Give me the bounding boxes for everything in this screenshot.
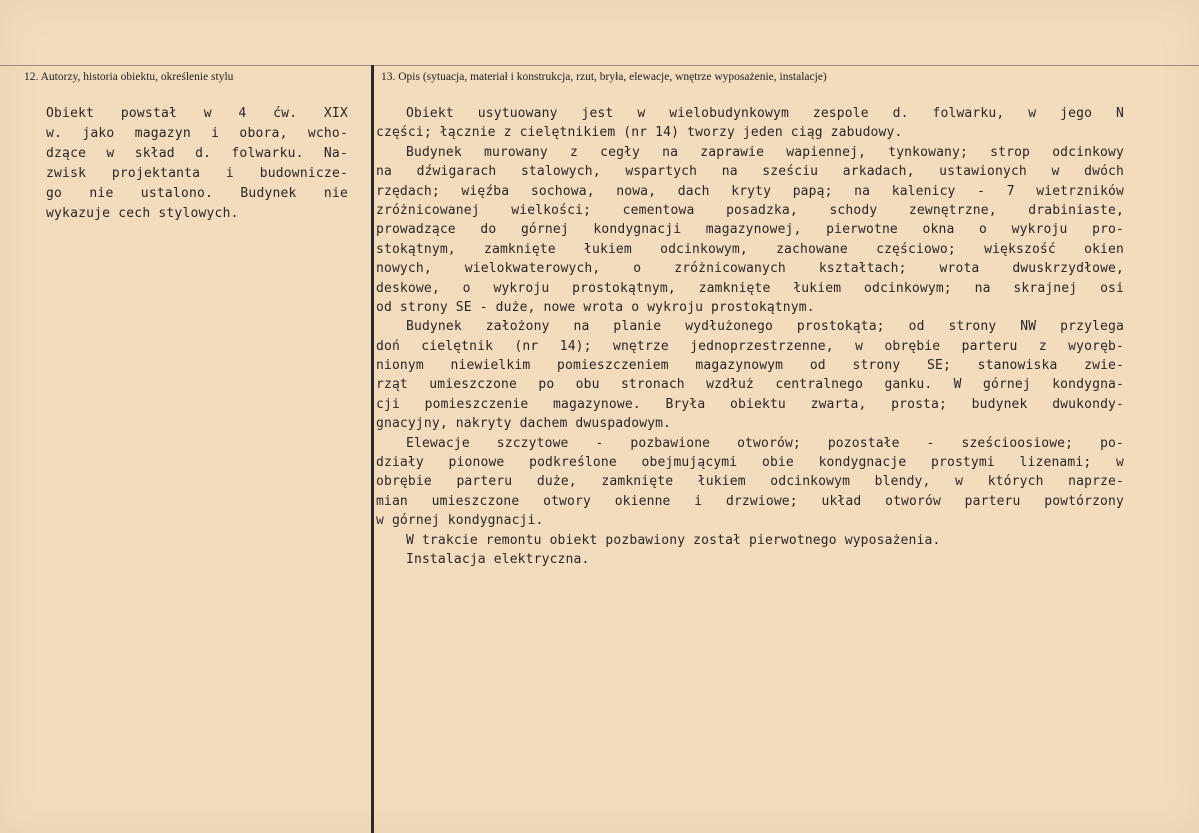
text-line: zwisk projektanta i budownicze- bbox=[46, 166, 348, 181]
text-line: dzące w skład d. folwarku. Na- bbox=[46, 146, 348, 161]
text-line: doń cielętnik (nr 14); wnętrze jednoprzestrzenne, w obrębie parteru z wyoręb- bbox=[376, 338, 1124, 354]
text-line: cji pomieszczenie magazynowe. Bryła obiektu zwarta, prosta; budynek dwukondy- bbox=[376, 396, 1124, 412]
text-line: Budynek murowany z cegły na zaprawie wapiennej, tynkowany; strop odcinkowy bbox=[406, 144, 1124, 160]
text-line: części; łącznie z cielętnikiem (nr 14) tworzy jeden ciąg zabudowy. bbox=[376, 125, 903, 141]
text-line: na dźwigarach stalowych, wspartych na sześciu arkadach, ustawionych w dwóch bbox=[376, 164, 1124, 180]
text-line: w. jako magazyn i obora, wcho- bbox=[46, 126, 348, 141]
text-line: Obiekt powstał w 4 ćw. XIX bbox=[46, 106, 348, 121]
text-line: go nie ustalono. Budynek nie bbox=[46, 186, 348, 201]
text-line: rząt umieszczone po obu stronach wzdłuż centralnego ganku. W górnej kondygna- bbox=[376, 377, 1124, 393]
column-divider bbox=[371, 65, 374, 833]
text-line: mian umieszczone otwory okienne i drzwiowe; układ otworów parteru powtórzony bbox=[376, 493, 1124, 509]
text-line: nionym niewielkim pomieszczeniem magazynowym od strony SE; stanowiska zwie- bbox=[376, 358, 1124, 374]
text-line: prowadzące do górnej kondygnacji magazynowej, pierwotne okna o wykroju pro- bbox=[376, 222, 1124, 238]
text-line: nowych, wielokwaterowych, o zróżnicowanych kształtach; wrota dwuskrzydłowe, bbox=[376, 261, 1124, 277]
text-line: Instalacja elektryczna. bbox=[406, 551, 590, 567]
section-13-heading: 13. Opis (sytuacja, materiał i konstrukcja, rzut, bryła, elewacje, wnętrze wyposażenie, instalacje) bbox=[381, 71, 827, 83]
text-line: Elewacje szczytowe - pozbawione otworów; pozostałe - sześcioosiowe; po- bbox=[406, 435, 1124, 451]
text-line: stokątnym, zamknięte łukiem odcinkowym, zachowane częściowo; większość okien bbox=[376, 241, 1124, 257]
text-line: wykazuje cech stylowych. bbox=[46, 206, 239, 221]
top-rule bbox=[0, 65, 1199, 66]
text-line: działy pionowe podkreślone obejmującymi obie kondygnacje prostymi lizenami; w bbox=[376, 455, 1124, 471]
text-line: rzędach; więźba sochowa, nowa, dach kryty papą; na kalenicy - 7 wietrzników bbox=[376, 183, 1124, 199]
text-line: obrębie parteru duże, zamknięte łukiem odcinkowym blendy, w których naprze- bbox=[376, 474, 1124, 490]
text-line: od strony SE - duże, nowe wrota o wykroju prostokątnym. bbox=[376, 299, 815, 315]
text-line: Budynek założony na planie wydłużonego prostokąta; od strony NW przylega bbox=[406, 319, 1124, 335]
section-12-text bbox=[46, 104, 348, 224]
text-line: W trakcie remontu obiekt pozbawiony został pierwotnego wyposażenia. bbox=[406, 532, 941, 548]
text-line: gnacyjny, nakryty dachem dwuspadowym. bbox=[376, 416, 672, 432]
section-13-text bbox=[376, 104, 1124, 569]
text-line: zróżnicowanej wielkości; cementowa posadzka, schody zewnętrzne, drabiniaste, bbox=[376, 202, 1124, 218]
text-line: w górnej kondygnacji. bbox=[376, 513, 544, 529]
text-line: Obiekt usytuowany jest w wielobudynkowym zespole d. folwarku, w jego N bbox=[406, 106, 1124, 121]
text-line: deskowe, o wykroju prostokątnym, zamknięte łukiem odcinkowym; na skrajnej osi bbox=[376, 280, 1124, 296]
section-12-heading: 12. Autorzy, historia obiektu, określenie stylu bbox=[24, 71, 234, 83]
